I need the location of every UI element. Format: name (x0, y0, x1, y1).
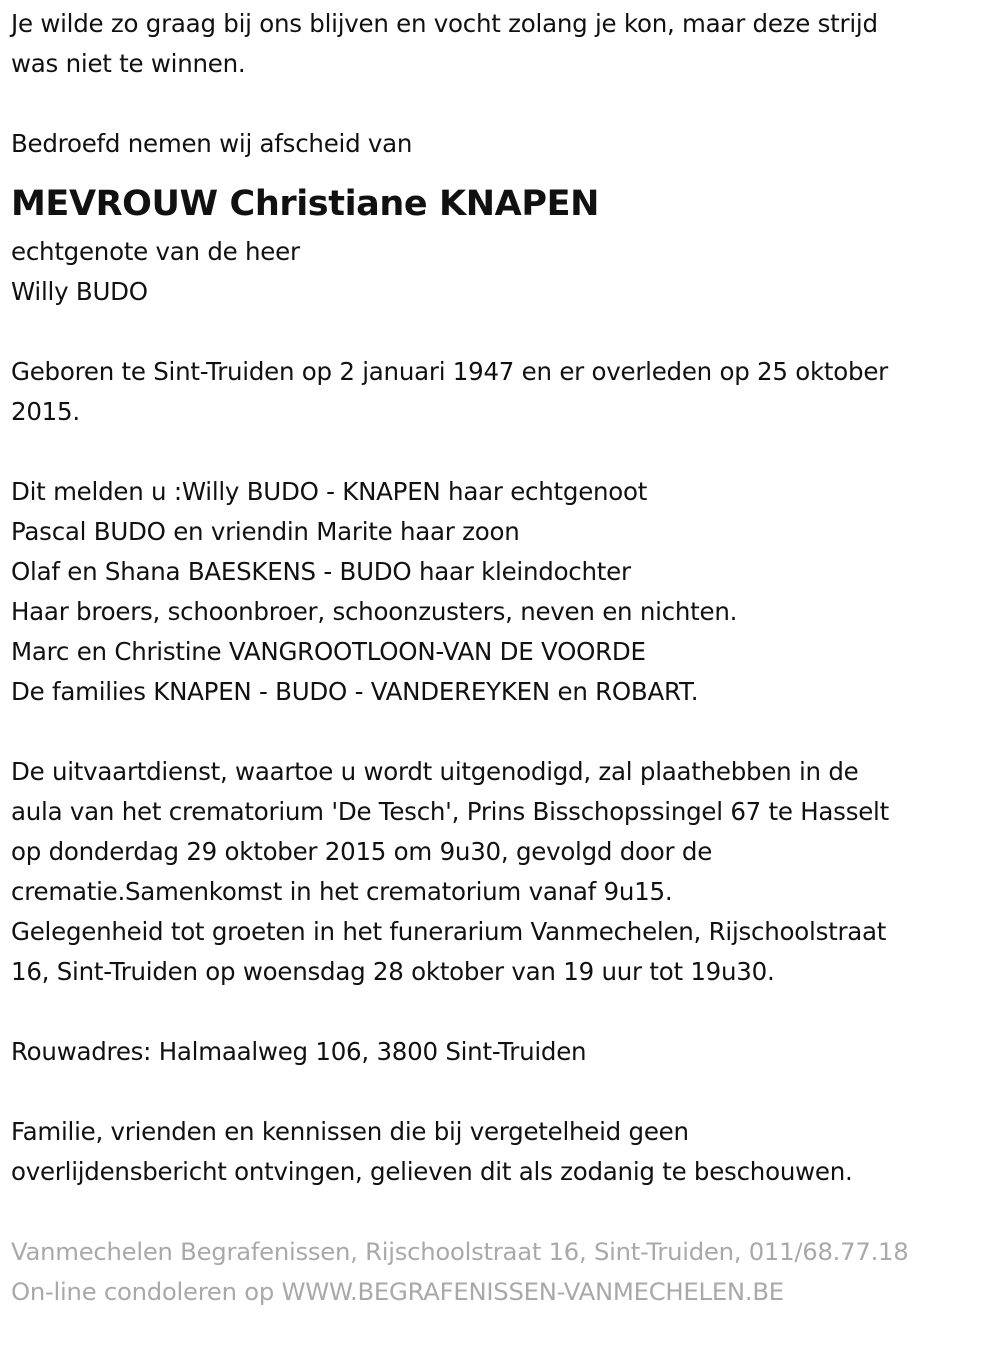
ceremony-line: op donderdag 29 oktober 2015 om 9u30, gevolgd door de (11, 837, 713, 866)
spacer (11, 712, 996, 752)
family-line: De families KNAPEN - BUDO - VANDEREYKEN en ROBART. (11, 677, 699, 706)
family-line: Haar broers, schoonbroer, schoonzusters, neven en nichten. (11, 597, 738, 626)
birth-death-line-2: 2015. (11, 397, 80, 426)
spacer (11, 1072, 996, 1112)
closing-line: Familie, vrienden en kennissen die bij vergetelheid geen (11, 1117, 689, 1146)
spacer (11, 1192, 996, 1232)
ceremony-line: 16, Sint-Truiden op woensdag 28 oktober van 19 uur tot 19u30. (11, 957, 775, 986)
deceased-name: MEVROUW Christiane KNAPEN (11, 184, 599, 224)
family-line: Marc en Christine VANGROOTLOON-VAN DE VOORDE (11, 637, 646, 666)
closing-note (11, 1112, 996, 1192)
closing-line: overlijdensbericht ontvingen, gelieven dit als zodanig te beschouwen. (11, 1157, 853, 1186)
funeral-home-footer (11, 1232, 996, 1312)
condolence-link[interactable]: On-line condoleren op WWW.BEGRAFENISSEN-VANMECHELEN.BE (11, 1277, 784, 1306)
spacer (11, 992, 996, 1032)
funeral-home-contact: Vanmechelen Begrafenissen, Rijschoolstraat 16, Sint-Truiden, 011/68.77.18 (11, 1237, 909, 1266)
spacer (11, 432, 996, 472)
spacer (11, 312, 996, 352)
ceremony-line: crematie.Samenkomst in het crematorium vanaf 9u15. (11, 877, 673, 906)
ceremony-details (11, 752, 996, 992)
spacer (11, 84, 996, 124)
family-line: Pascal BUDO en vriendin Marite haar zoon (11, 517, 520, 546)
intro-line-1: Je wilde zo graag bij ons blijven en vocht zolang je kon, maar deze strijd (11, 9, 878, 38)
ceremony-line: Gelegenheid tot groeten in het funerarium Vanmechelen, Rijschoolstraat (11, 917, 887, 946)
intro-line-2: was niet te winnen. (11, 49, 246, 78)
ceremony-line: aula van het crematorium 'De Tesch', Prins Bisschopssingel 67 te Hasselt (11, 797, 889, 826)
relation-line: echtgenote van de heer (11, 237, 300, 266)
farewell-line: Bedroefd nemen wij afscheid van (11, 129, 413, 158)
family-list (11, 472, 996, 712)
ceremony-line: De uitvaartdienst, waartoe u wordt uitgenodigd, zal plaathebben in de (11, 757, 859, 786)
birth-death-line-1: Geboren te Sint-Truiden op 2 januari 1947 en er overleden op 25 oktober (11, 357, 888, 386)
family-line: Dit melden u :Willy BUDO - KNAPEN haar echtgenoot (11, 477, 648, 506)
family-line: Olaf en Shana BAESKENS - BUDO haar kleindochter (11, 557, 631, 586)
mourning-address: Rouwadres: Halmaalweg 106, 3800 Sint-Truiden (11, 1037, 587, 1066)
spouse-name: Willy BUDO (11, 277, 148, 306)
obituary-text (11, 4, 996, 1312)
